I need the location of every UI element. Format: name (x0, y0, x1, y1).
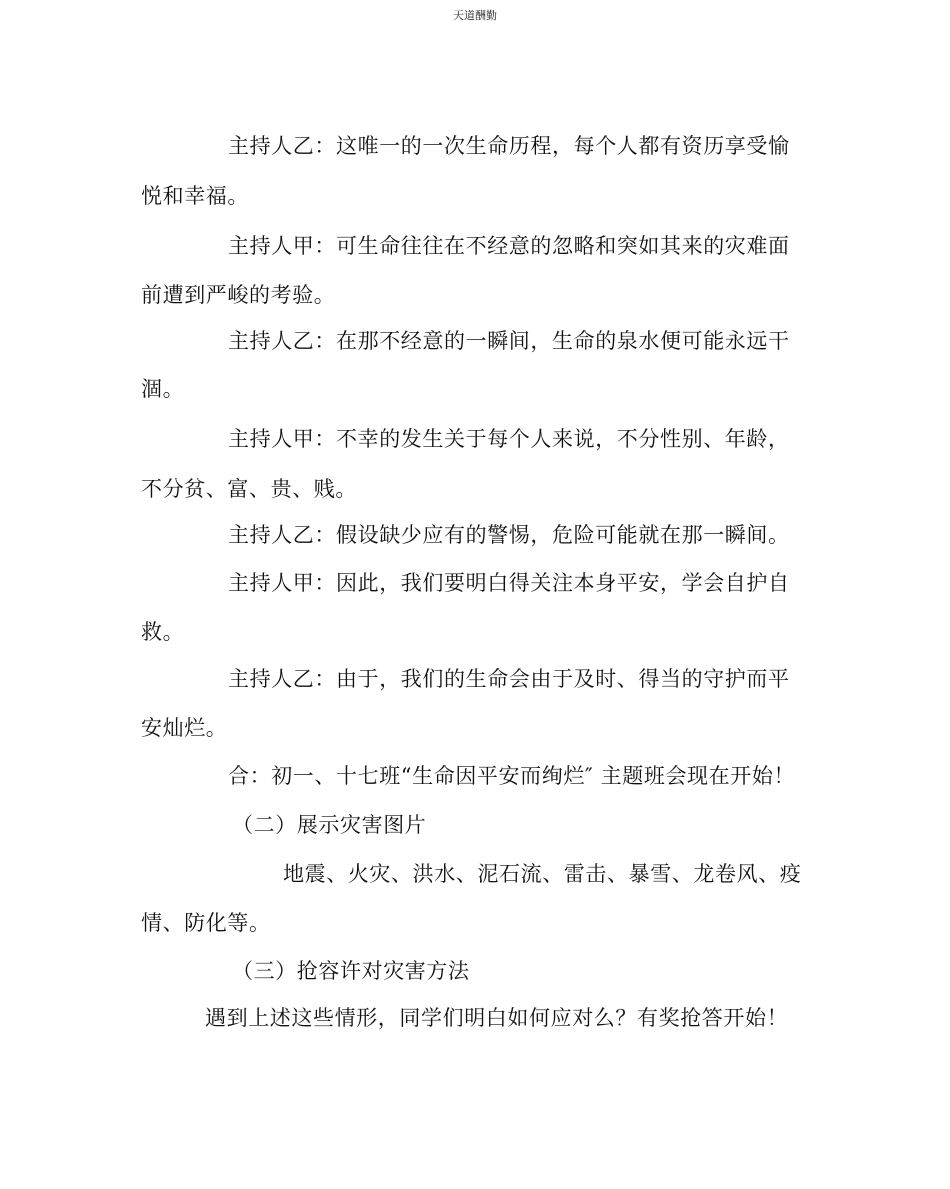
line-19: 遇到上述这些情形，同学们明白如何应对么？有奖抢答开始！ (205, 1006, 789, 1030)
line-10: 主持人甲：因此，我们要明白得关注本身平安，学会自护自 (228, 571, 790, 595)
line-2: 悦和幸福。 (141, 184, 249, 208)
line-6: 涸。 (141, 377, 185, 401)
line-7: 主持人甲：不幸的发生关于每个人来说，不分性别、年龄， (228, 427, 790, 451)
line-5: 主持人乙：在那不经意的一瞬间，生命的泉水便可能永远干 (228, 329, 790, 353)
line-13: 安灿烂。 (141, 716, 228, 740)
line-3: 主持人甲：可生命往往在不经意的忽略和突如其来的灾难面 (228, 234, 790, 258)
line-14: 合：初一、十七班“生命因平安而绚烂″ 主题班会现在开始！ (228, 764, 796, 788)
page-header: 天道酬勤 (453, 9, 497, 22)
line-1: 主持人乙：这唯一的一次生命历程，每个人都有资历享受愉 (228, 134, 790, 158)
line-11: 救。 (141, 620, 185, 644)
line-9: 主持人乙：假设缺少应有的警惕，危险可能就在那一瞬间。 (228, 523, 790, 547)
line-17: 情、防化等。 (141, 911, 271, 935)
line-8: 不分贫、富、贵、贱。 (141, 477, 357, 501)
line-12: 主持人乙：由于，我们的生命会由于及时、得当的守护而平 (228, 667, 790, 691)
section-2-heading: （二）展示灾害图片 (232, 813, 427, 837)
line-4: 前遭到严峻的考验。 (141, 283, 336, 307)
section-3-heading: （三）抢容许对灾害方法 (232, 959, 470, 983)
line-16: 地震、火灾、洪水、泥石流、雷击、暴雪、龙卷风、疫 (283, 862, 802, 886)
